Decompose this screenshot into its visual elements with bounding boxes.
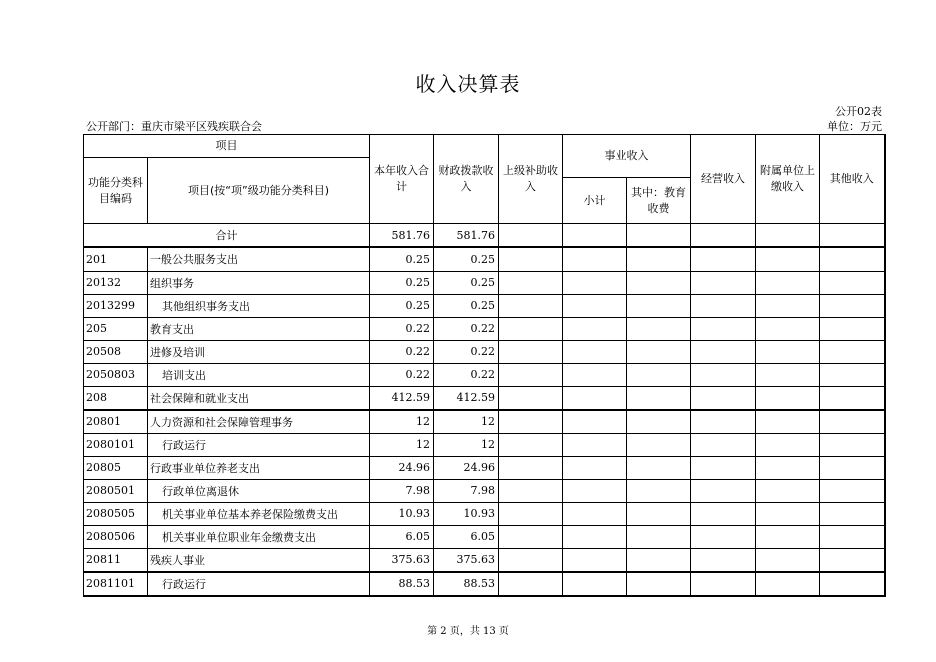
empty-cell xyxy=(691,548,756,572)
empty-cell xyxy=(563,294,627,317)
empty-cell xyxy=(756,548,820,572)
empty-cell xyxy=(563,340,627,363)
row-fiscal: 375.63 xyxy=(434,548,499,572)
form-code: 公开02表 xyxy=(835,105,882,118)
empty-cell xyxy=(627,479,691,502)
table-row xyxy=(84,363,885,386)
row-fiscal: 0.22 xyxy=(434,363,499,386)
header-fiscal: 财政拨款收入 xyxy=(434,135,499,224)
empty-cell xyxy=(691,386,756,410)
row-total: 375.63 xyxy=(370,548,434,572)
row-name: 行政运行 xyxy=(148,433,370,456)
empty-cell xyxy=(691,294,756,317)
row-fiscal: 12 xyxy=(434,410,499,434)
empty-cell xyxy=(756,271,820,294)
row-code: 20801 xyxy=(84,410,148,434)
table-row xyxy=(84,502,885,525)
row-fiscal: 0.25 xyxy=(434,247,499,271)
row-total: 0.25 xyxy=(370,271,434,294)
empty-cell xyxy=(563,548,627,572)
row-fiscal: 0.22 xyxy=(434,340,499,363)
empty-cell xyxy=(820,363,885,386)
total-total: 581.76 xyxy=(370,224,434,248)
empty-cell xyxy=(499,386,563,410)
empty-cell xyxy=(756,410,820,434)
row-total: 0.22 xyxy=(370,340,434,363)
row-code: 20132 xyxy=(84,271,148,294)
empty-cell xyxy=(820,410,885,434)
empty-cell xyxy=(563,247,627,271)
empty-cell xyxy=(820,456,885,479)
empty-cell xyxy=(820,548,885,572)
empty-cell xyxy=(627,548,691,572)
header-affiliated: 附属单位上缴收入 xyxy=(756,135,820,224)
row-name: 残疾人事业 xyxy=(148,548,370,572)
empty-cell xyxy=(499,340,563,363)
empty-cell xyxy=(756,456,820,479)
empty-cell xyxy=(563,525,627,548)
empty-cell xyxy=(691,456,756,479)
empty-cell xyxy=(691,271,756,294)
header-edu-fee: 其中：教育收费 xyxy=(627,178,691,224)
empty-cell xyxy=(499,410,563,434)
row-code: 20811 xyxy=(84,548,148,572)
table-row xyxy=(84,525,885,548)
row-total: 412.59 xyxy=(370,386,434,410)
empty-cell xyxy=(499,433,563,456)
empty-cell xyxy=(820,572,885,596)
row-total: 0.22 xyxy=(370,317,434,340)
empty-cell xyxy=(820,386,885,410)
empty-cell xyxy=(820,479,885,502)
total-label: 合计 xyxy=(84,224,370,248)
row-code: 201 xyxy=(84,247,148,271)
total-fiscal: 581.76 xyxy=(434,224,499,248)
empty-cell xyxy=(627,433,691,456)
empty-cell xyxy=(499,502,563,525)
empty-cell xyxy=(820,294,885,317)
empty-cell xyxy=(756,294,820,317)
row-code: 2081101 xyxy=(84,572,148,596)
table-row xyxy=(84,340,885,363)
row-fiscal: 0.25 xyxy=(434,294,499,317)
empty-cell xyxy=(691,433,756,456)
empty-cell xyxy=(691,410,756,434)
row-fiscal: 24.96 xyxy=(434,456,499,479)
table-row xyxy=(84,271,885,294)
row-total: 7.98 xyxy=(370,479,434,502)
row-name: 其他组织事务支出 xyxy=(148,294,370,317)
row-total: 0.22 xyxy=(370,363,434,386)
empty-cell xyxy=(627,294,691,317)
empty-cell xyxy=(627,525,691,548)
empty-cell xyxy=(820,340,885,363)
empty-cell xyxy=(499,479,563,502)
empty-cell xyxy=(691,525,756,548)
row-fiscal: 0.22 xyxy=(434,317,499,340)
header-total: 本年收入合计 xyxy=(370,135,434,224)
empty-cell xyxy=(627,317,691,340)
empty-cell xyxy=(499,247,563,271)
empty-cell xyxy=(691,572,756,596)
empty-cell xyxy=(499,572,563,596)
header-other: 其他收入 xyxy=(820,135,885,224)
empty-cell xyxy=(563,363,627,386)
empty-cell xyxy=(691,479,756,502)
row-name: 行政单位离退休 xyxy=(148,479,370,502)
table-row xyxy=(84,386,885,410)
header-subtotal: 小计 xyxy=(563,178,627,224)
income-table xyxy=(83,134,886,597)
table-row xyxy=(84,294,885,317)
row-code: 2080101 xyxy=(84,433,148,456)
row-fiscal: 88.53 xyxy=(434,572,499,596)
empty-cell xyxy=(627,572,691,596)
empty-cell xyxy=(563,410,627,434)
page-footer: 第 2 页，共 13 页 xyxy=(427,626,509,637)
empty-cell xyxy=(820,317,885,340)
row-fiscal: 7.98 xyxy=(434,479,499,502)
empty-cell xyxy=(691,247,756,271)
empty-cell xyxy=(563,502,627,525)
table-row xyxy=(84,479,885,502)
empty-cell xyxy=(563,456,627,479)
total-row xyxy=(84,224,885,248)
empty-cell xyxy=(756,479,820,502)
row-fiscal: 6.05 xyxy=(434,525,499,548)
table-row xyxy=(84,548,885,572)
empty-cell xyxy=(627,271,691,294)
empty-cell xyxy=(756,502,820,525)
table-row xyxy=(84,247,885,271)
empty-cell xyxy=(820,247,885,271)
row-name: 社会保障和就业支出 xyxy=(148,386,370,410)
header-operating: 经营收入 xyxy=(691,135,756,224)
row-fiscal: 412.59 xyxy=(434,386,499,410)
empty-cell xyxy=(820,271,885,294)
row-name: 行政运行 xyxy=(148,572,370,596)
row-total: 24.96 xyxy=(370,456,434,479)
empty-cell xyxy=(756,363,820,386)
empty-cell xyxy=(691,340,756,363)
row-name: 人力资源和社会保障管理事务 xyxy=(148,410,370,434)
empty-cell xyxy=(820,433,885,456)
empty-cell xyxy=(627,363,691,386)
empty-cell xyxy=(499,363,563,386)
empty-cell xyxy=(627,456,691,479)
empty-cell xyxy=(756,572,820,596)
row-name: 行政事业单位养老支出 xyxy=(148,456,370,479)
table-row xyxy=(84,572,885,596)
unit-label: 单位：万元 xyxy=(827,120,882,133)
row-fiscal: 12 xyxy=(434,433,499,456)
empty-cell xyxy=(756,525,820,548)
table-row xyxy=(84,433,885,456)
row-name: 一般公共服务支出 xyxy=(148,247,370,271)
row-name: 机关事业单位职业年金缴费支出 xyxy=(148,525,370,548)
row-code: 20508 xyxy=(84,340,148,363)
empty-cell xyxy=(691,502,756,525)
row-code: 2080505 xyxy=(84,502,148,525)
row-name: 机关事业单位基本养老保险缴费支出 xyxy=(148,502,370,525)
empty-cell xyxy=(499,294,563,317)
row-name: 进修及培训 xyxy=(148,340,370,363)
empty-cell xyxy=(563,479,627,502)
table-row xyxy=(84,410,885,434)
row-total: 12 xyxy=(370,433,434,456)
empty-cell xyxy=(627,247,691,271)
row-fiscal: 10.93 xyxy=(434,502,499,525)
empty-cell xyxy=(499,271,563,294)
empty-cell xyxy=(756,340,820,363)
empty-cell xyxy=(499,317,563,340)
row-name: 培训支出 xyxy=(148,363,370,386)
empty-cell xyxy=(499,456,563,479)
row-total: 0.25 xyxy=(370,247,434,271)
empty-cell xyxy=(499,548,563,572)
table-row xyxy=(84,317,885,340)
empty-cell xyxy=(499,525,563,548)
empty-cell xyxy=(691,317,756,340)
empty-cell xyxy=(563,317,627,340)
row-code: 208 xyxy=(84,386,148,410)
header-superior: 上级补助收入 xyxy=(499,135,563,224)
empty-cell xyxy=(627,410,691,434)
row-fiscal: 0.25 xyxy=(434,271,499,294)
row-total: 6.05 xyxy=(370,525,434,548)
header-name: 项目(按“项”级功能分类科目) xyxy=(148,158,370,224)
row-code: 205 xyxy=(84,317,148,340)
empty-cell xyxy=(563,572,627,596)
row-total: 12 xyxy=(370,410,434,434)
row-name: 组织事务 xyxy=(148,271,370,294)
empty-cell xyxy=(563,271,627,294)
empty-cell xyxy=(756,317,820,340)
header-code: 功能分类科目编码 xyxy=(84,158,148,224)
row-total: 0.25 xyxy=(370,294,434,317)
empty-cell xyxy=(627,386,691,410)
empty-cell xyxy=(756,433,820,456)
row-code: 2013299 xyxy=(84,294,148,317)
empty-cell xyxy=(691,363,756,386)
row-code: 2050803 xyxy=(84,363,148,386)
department-label: 公开部门：重庆市梁平区残疾联合会 xyxy=(86,120,262,133)
header-business: 事业收入 xyxy=(563,135,691,178)
empty-cell xyxy=(627,502,691,525)
table-row xyxy=(84,456,885,479)
empty-cell xyxy=(627,340,691,363)
row-name: 教育支出 xyxy=(148,317,370,340)
empty-cell xyxy=(820,525,885,548)
row-code: 2080506 xyxy=(84,525,148,548)
row-total: 10.93 xyxy=(370,502,434,525)
row-total: 88.53 xyxy=(370,572,434,596)
row-code: 20805 xyxy=(84,456,148,479)
page-title: 收入决算表 xyxy=(415,72,521,96)
row-code: 2080501 xyxy=(84,479,148,502)
empty-cell xyxy=(756,386,820,410)
empty-cell xyxy=(820,502,885,525)
empty-cell xyxy=(563,433,627,456)
header-item: 项目 xyxy=(84,135,370,158)
empty-cell xyxy=(756,247,820,271)
empty-cell xyxy=(563,386,627,410)
